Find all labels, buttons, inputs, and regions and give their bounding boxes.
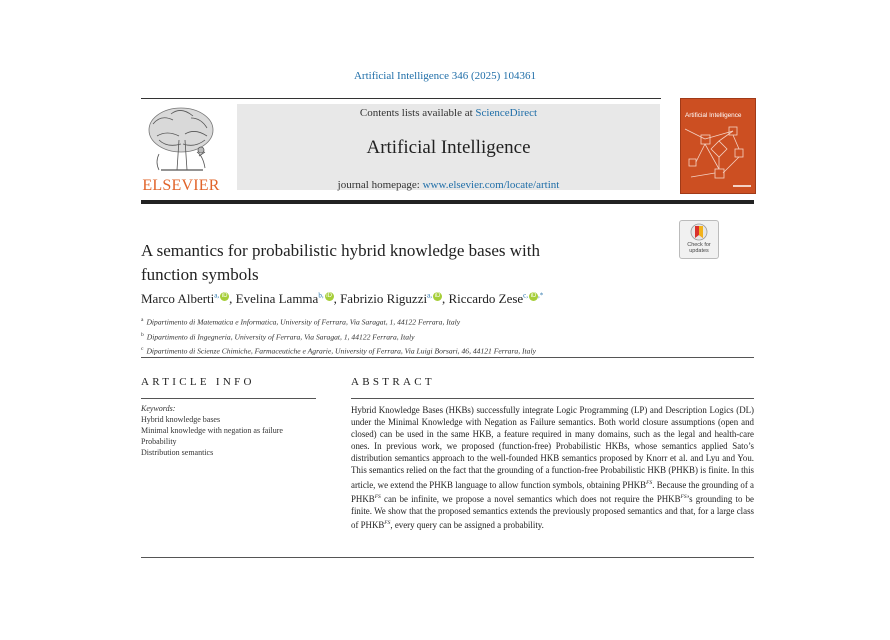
- keyword-item: Minimal knowledge with negation as failure: [141, 426, 283, 435]
- journal-cover-thumbnail[interactable]: [680, 98, 756, 194]
- orcid-icon[interactable]: iD: [434, 293, 441, 299]
- footer-rule: [141, 557, 754, 558]
- check-for-updates-badge[interactable]: [679, 220, 719, 259]
- header-top-rule: [141, 98, 661, 99]
- journal-homepage-line: journal homepage: www.elsevier.com/locate/artint: [337, 179, 560, 191]
- author-affil-mark[interactable]: c,: [523, 291, 529, 300]
- orcid-icon[interactable]: iD: [530, 293, 537, 299]
- elsevier-wordmark: ELSEVIER: [142, 177, 220, 194]
- journal-citation[interactable]: Artificial Intelligence 346 (2025) 104361: [353, 70, 537, 82]
- author-name[interactable]: Marco Alberti: [141, 291, 215, 306]
- article-info-heading: ARTICLE INFO: [141, 376, 255, 388]
- cover-graph-icon: [681, 99, 755, 193]
- elsevier-logo: [141, 104, 221, 194]
- abstract-rule: [351, 398, 754, 399]
- abstract-text: Hybrid Knowledge Bases (HKBs) successfully integrate Logic Programming (LP) and Description Logics (DL) under the Minimal Knowledge with Negation as Failure semantics. Both world closure assumptions (open and closed) can be used in the same HKB, a feature required in many domains, such as the legal and health-care ones. In previous work, we proposed (function-free) Probabilistic HKBs, whose semantics applied Sato’s distribution semantics approach to the well-founded HKB semantics proposed by Knorr et al. and Lyu and You. This semantics relied on the fact that the grounding of a function-free Probabilistic HKB (PHKB) is finite. In this article, we extend the PHKB language to allow function symbols, obtaining $PHKB^{FS}$. Because the grounding of a $PHKB^{FS}$ can be infinite, we propose a novel semantics which does not require the $PHKB^{FS}’s$ grounding to be finite. We show that the proposed semantics extends the previously proposed semantics and that, for a large class of $PHKB^{FS}$, every query can be assigned a probability.: [351, 405, 754, 530]
- affiliation-item: $^c$ Dipartimento di Scienze Chimiche, Farmaceutiche e Agrarie, University of Ferrara, Via Luigi Borsari, 46, 44121 Ferrara, Italy: [141, 346, 536, 356]
- check-badge-text: Check for updates: [687, 242, 711, 254]
- cover-title: Artificial Intelligence: [685, 112, 742, 119]
- author-list: Marco Alberti$^{a,}$ iD , Evelina Lamma$^{b,}$ iD , Fabrizio Riguzzi$^{a,}$ iD , Riccardo Zese$^{c,}$ iD ,*: [141, 291, 544, 306]
- journal-banner: [237, 104, 660, 190]
- title-line-2: function symbols: [141, 265, 259, 284]
- article-info-rule: [141, 398, 316, 399]
- keyword-item: Hybrid knowledge bases: [141, 415, 221, 424]
- keywords-block: [141, 403, 283, 458]
- author-name[interactable]: Riccardo Zese: [448, 291, 524, 306]
- affiliation-item: $^a$ Dipartimento di Matematica e Informatica, University of Ferrara, Via Saragat, 1, 44122 Ferrara, Italy: [141, 317, 461, 327]
- bookmark-icon: [680, 221, 718, 243]
- title-line-1: A semantics for probabilistic hybrid knowledge bases with: [141, 241, 540, 260]
- orcid-icon[interactable]: iD: [326, 293, 332, 299]
- journal-homepage-link[interactable]: www.elsevier.com/locate/artint: [422, 179, 560, 191]
- keywords-label: Keywords:: [141, 404, 176, 413]
- affiliation-item: $^b$ Dipartimento di Ingegneria, University of Ferrara, Via Saragat, 1, 44122 Ferrara, Italy: [141, 331, 415, 342]
- author-name[interactable]: Fabrizio Riguzzi: [340, 291, 428, 306]
- author-affil-mark[interactable]: a,: [427, 291, 432, 300]
- abstract-heading: ABSTRACT: [351, 376, 435, 388]
- sciencedirect-link[interactable]: ScienceDirect: [475, 107, 538, 119]
- author-affil-mark[interactable]: b,: [318, 291, 324, 300]
- keyword-item: Probability: [141, 437, 177, 446]
- elsevier-tree-icon: [141, 104, 221, 176]
- keyword-item: Distribution semantics: [141, 448, 214, 457]
- orcid-icon[interactable]: iD: [221, 293, 228, 299]
- journal-name: Artificial Intelligence: [366, 137, 531, 158]
- corresponding-author-mark[interactable]: ,*: [538, 291, 544, 300]
- contents-lists-line: Contents lists available at ScienceDirect: [359, 107, 538, 119]
- author-name[interactable]: Evelina Lamma: [235, 291, 319, 306]
- header-bottom-rule: [141, 200, 754, 204]
- affiliation-list: [141, 314, 536, 358]
- section-divider: [141, 357, 754, 358]
- paper-title: [141, 239, 671, 287]
- author-affil-mark[interactable]: a,: [214, 291, 220, 300]
